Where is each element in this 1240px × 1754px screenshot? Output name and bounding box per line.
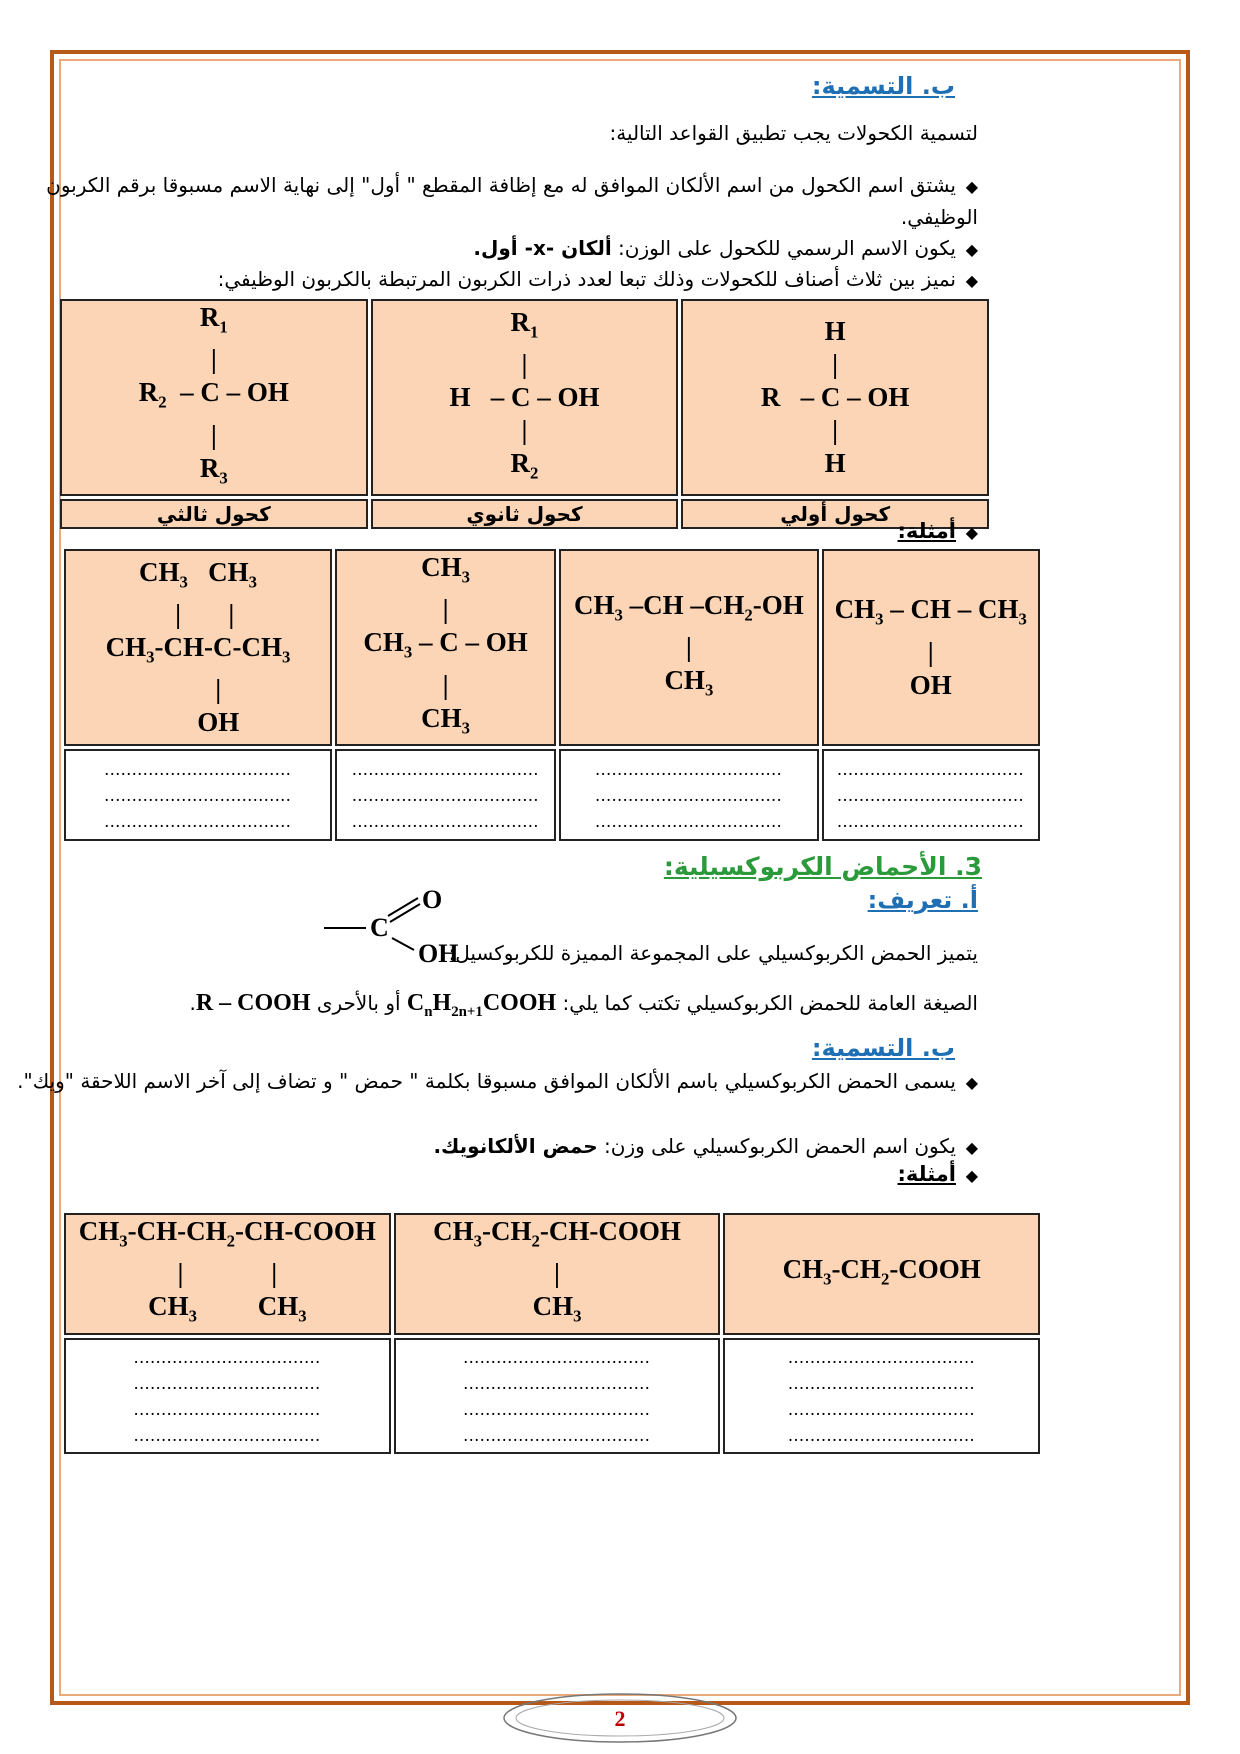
carboxylic-general-formula: الصيغة العامة للحمض الكربوكسيلي تكتب كما يلي: $C_nH_{2n+1}COOH$ أو بالأحرى R – COOH.: [189, 990, 978, 1020]
formula-tert-butanol: $CH_3$ | $CH_3$ – C – OH | $CH_3$: [363, 552, 528, 738]
tertiary-structure-cell: [60, 299, 368, 496]
primary-structure-cell: [681, 299, 989, 496]
answer-cell[interactable]: .................................. .................................. ..................................: [559, 749, 818, 841]
formula-isobutanol: $CH_3$ –CH $-CH_2-OH$ | $CH_3$: [574, 589, 804, 700]
example-alcohol-4: [64, 549, 332, 746]
tertiary-label: كحول ثالثي: [60, 499, 368, 529]
acid-naming-rule-2: ◆يكون اسم الحمض الكربوكسيلي على وزن: حمض الألكانويك.: [3, 1131, 978, 1163]
example-alcohol-2: [559, 549, 818, 746]
acid-naming-rule-1: ◆يسمى الحمض الكربوكسيلي باسم الألكان الموافق مسبوقا بكلمة " حمض " و تضاف إلى آخر الاسم اللاحقة "ويك".: [3, 1066, 978, 1098]
answer-cell[interactable]: .................................. .................................. .................................. ..................................: [394, 1338, 721, 1454]
carbon-label: C: [370, 913, 389, 942]
page-number: 2: [614, 1706, 626, 1731]
diamond-bullet-icon: ◆: [965, 523, 978, 542]
naming-rule-3: ◆نميز بين ثلاث أصناف للكحولات وذلك تبعا لعدد ذرات الكربون المرتبطة بالكربون الوظيفي:: [3, 264, 978, 296]
answer-cell[interactable]: .................................. .................................. ..................................: [335, 749, 556, 841]
section-heading-carboxylic-acids: 3. الأحماض الكربوكسيلية:: [663, 852, 982, 881]
page-number-badge: [500, 1690, 740, 1746]
acid-examples-table: [61, 1210, 1043, 1457]
primary-label: كحول أولي: [681, 499, 989, 529]
hydroxyl-label: OH: [418, 939, 459, 966]
secondary-structure-cell: [371, 299, 679, 496]
formula-cnh2n1cooh: $C_nH_{2n+1}COOH$: [406, 990, 557, 1020]
formula-dimethylbutanol: $CH_3$ $CH_3$ | | $CH_3-CH-C-CH_3$ | OH: [105, 556, 291, 738]
naming-rule-1: ◆يشتق اسم الكحول من اسم الألكان الموافق له مع إظافة المقطع " أول" إلى نهاية الاسم مسبوقا برقم الكربون الوظيفي.: [46, 173, 978, 229]
diamond-bullet-icon: ◆: [965, 1166, 978, 1185]
naming-intro: لتسمية الكحولات يجب تطبيق القواعد التالية:: [609, 121, 978, 145]
answer-cell[interactable]: .................................. .................................. .................................. ..................................: [64, 1338, 391, 1454]
alcohol-types-table: [57, 296, 992, 532]
example-acid-1: [723, 1213, 1040, 1335]
diamond-bullet-icon: ◆: [965, 271, 978, 290]
formula-isopropanol: $CH_3$ – CH – $CH_3$ | OH: [834, 594, 1027, 700]
answer-cell[interactable]: .................................. .................................. ..................................: [64, 749, 332, 841]
diamond-bullet-icon: ◆: [965, 1138, 978, 1157]
diamond-bullet-icon: ◆: [965, 240, 978, 259]
section-heading-naming-acids: ب. التسمية:: [811, 1034, 955, 1062]
secondary-label: كحول ثانوي: [371, 499, 679, 529]
alcohol-examples-table: [61, 546, 1043, 844]
subheading-definition: أ. تعريف:: [867, 886, 978, 914]
diamond-bullet-icon: ◆: [965, 1073, 978, 1092]
primary-structure: H | R – C – OH | H: [760, 316, 910, 479]
examples-heading-acids: ◆أمثلة:: [897, 1162, 978, 1186]
example-alcohol-3: [335, 549, 556, 746]
diamond-bullet-icon: ◆: [965, 177, 978, 196]
carboxylic-definition: يتميز الحمض الكربوكسيلي على المجموعة المميزة للكربوكسيل:: [448, 941, 978, 965]
tertiary-structure: $R_1$ | $R_2$ – C – OH | $R_3$: [138, 302, 289, 488]
answer-cell[interactable]: .................................. .................................. .................................. ..................................: [723, 1338, 1040, 1454]
secondary-structure: $R_1$ | H – C – OH | $R_2$: [449, 306, 600, 483]
section-heading-naming: ب. التسمية:: [811, 72, 955, 100]
answer-cell[interactable]: .................................. .................................. ..................................: [822, 749, 1040, 841]
formula-dimethylpentanoic-acid: $CH_3-CH-CH_2-CH$-COOH | | $CH_3$ $CH_3$: [78, 1216, 376, 1326]
formula-rcooh: R – COOH: [195, 990, 311, 1016]
example-acid-2: [394, 1213, 721, 1335]
formula-methylbutanoic-acid: $CH_3-CH_2-CH$-COOH | $CH_3$: [433, 1216, 681, 1326]
examples-heading-alcohols: ◆أمثلة:: [897, 519, 978, 543]
example-acid-3: [64, 1213, 391, 1335]
example-alcohol-1: [822, 549, 1040, 746]
naming-rule-2: ◆يكون الاسم الرسمي للكحول على الوزن: ألكان -x- أول.: [3, 233, 978, 265]
oxygen-label: O: [422, 886, 443, 914]
formula-propanoic-acid: $CH_3-CH_2$-COOH: [782, 1253, 981, 1289]
